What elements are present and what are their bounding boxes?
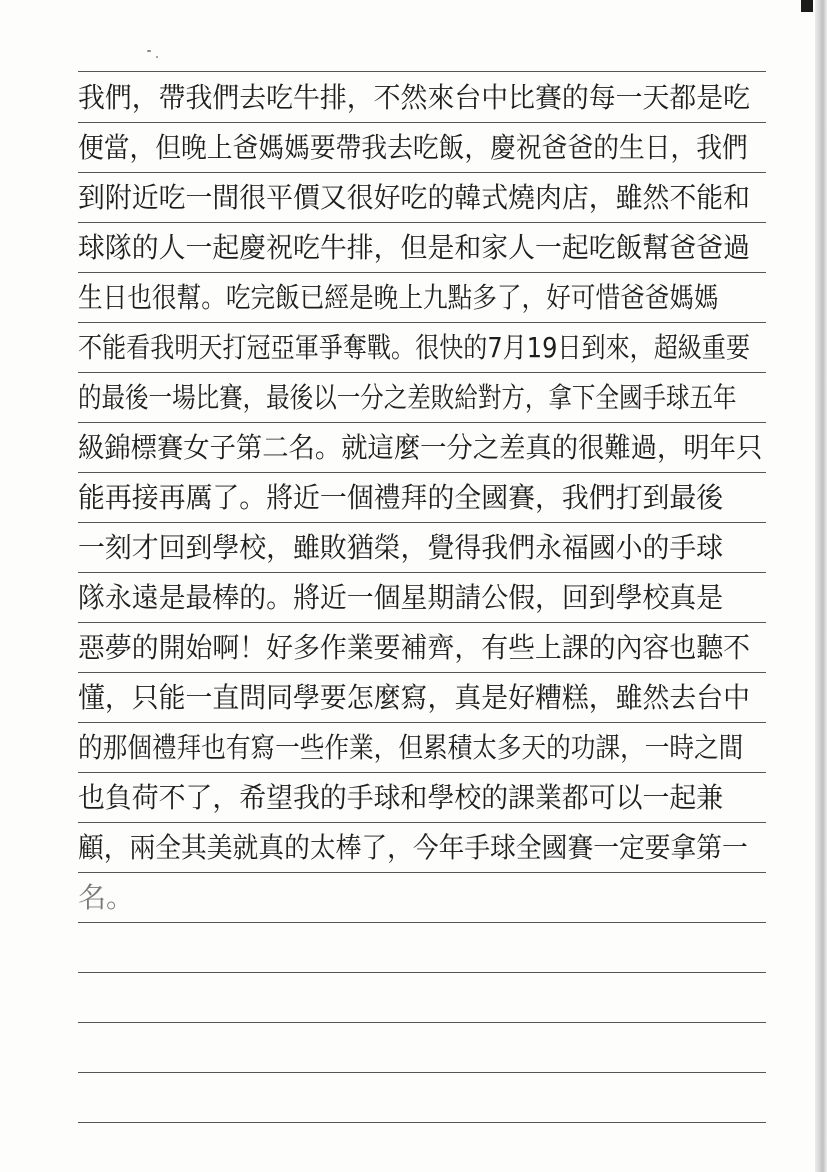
ruled-line-12 [78,622,766,623]
ruled-line-8 [78,422,766,423]
ink-speck [147,50,151,52]
handwritten-line: 一刻才回到學校，雖敗猶榮，覺得我們永福國小的手球 [78,531,724,564]
handwritten-line: 顧，兩全其美就真的太棒了，今年手球全國賽一定要拿第一 [78,831,748,864]
ruled-line-4 [78,222,766,223]
handwritten-line: 名。 [78,881,135,914]
ruled-line-19 [78,972,766,973]
page-edge-shadow [815,0,827,1172]
ruled-line-5 [78,272,766,273]
ruled-line-21 [78,1072,766,1073]
ink-speck [156,56,158,58]
handwritten-line: 也負荷不了，希望我的手球和學校的課業都可以一起兼 [78,781,724,814]
ruled-line-2 [78,122,766,123]
handwritten-line: 生日也很幫。吃完飯已經是晚上九點多了，好可惜爸爸媽媽 [78,281,719,314]
handwritten-line: 球隊的人一起慶祝吃牛排，但是和家人一起吃飯幫爸爸過 [78,231,751,264]
ruled-line-11 [78,572,766,573]
ruled-line-14 [78,722,766,723]
handwritten-line: 便當，但晚上爸媽媽要帶我去吃飯，慶祝爸爸的生日，我們 [78,131,748,164]
ruled-line-20 [78,1022,766,1023]
ruled-line-13 [78,672,766,673]
scan-corner-mark [801,0,813,12]
ruled-line-17 [78,872,766,873]
handwritten-line: 級錦標賽女子第二名。就這麼一分之差真的很難過，明年只 [78,431,763,464]
ruled-line-9 [78,472,766,473]
ruled-line-7 [78,372,766,373]
handwritten-line: 惡夢的開始啊！好多作業要補齊，有些上課的內容也聽不 [78,631,751,664]
handwritten-line: 的那個禮拜也有寫一些作業，但累積太多天的功課，一時之間 [78,731,744,764]
handwritten-line: 不能看我明天打冠亞軍爭奪戰。很快的7月19日到來，超級重要 [78,331,751,364]
handwritten-line: 到附近吃一間很平價又很好吃的韓式燒肉店，雖然不能和 [78,181,751,214]
handwritten-line: 懂，只能一直問同學要怎麼寫，真是好糟糕，雖然去台中 [78,681,751,714]
ruled-line-15 [78,772,766,773]
handwritten-line: 我們，帶我們去吃牛排，不然來台中比賽的每一天都是吃 [78,81,751,114]
ruled-line-3 [78,172,766,173]
ruled-line-18 [78,922,766,923]
handwritten-line: 隊永遠是最棒的。將近一個星期請公假，回到學校真是 [78,581,724,614]
ruled-line-10 [78,522,766,523]
ruled-line-6 [78,322,766,323]
ruled-line-22 [78,1122,766,1123]
handwritten-line: 能再接再厲了。將近一個禮拜的全國賽，我們打到最後 [78,481,724,514]
handwritten-line: 的最後一場比賽，最後以一分之差敗給對方，拿下全國手球五年 [78,381,737,414]
ruled-line-1 [78,71,766,72]
ruled-line-16 [78,822,766,823]
